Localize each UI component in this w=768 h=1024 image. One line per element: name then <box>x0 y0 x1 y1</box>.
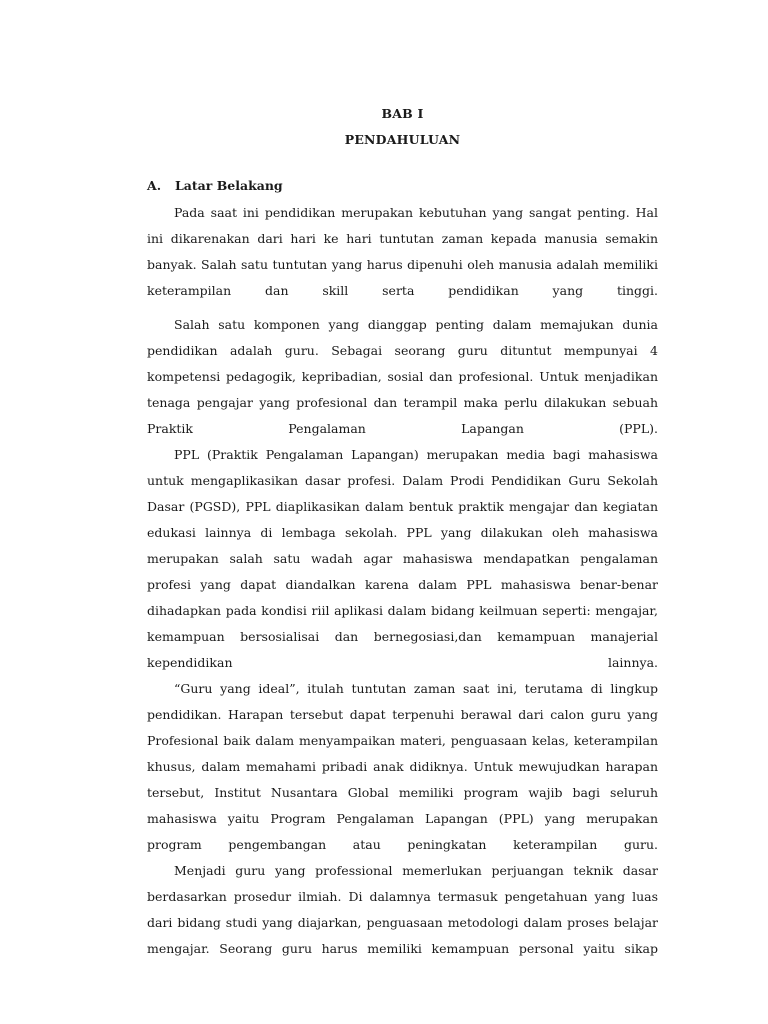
paragraph: Menjadi guru yang professional memerlukan perjuangan teknik dasar berdasarkan prosedur ilmiah. Di dalamnya termasuk pengetahuan yang luas dari bidang studi yang diajarkan, penguasaan metodologi dalam proses belajar mengajar. Seorang guru harus memiliki kemampuan personal yaitu sikap <box>147 863 658 956</box>
chapter-subtitle: PENDAHULUAN <box>344 132 461 147</box>
section-heading <box>147 178 283 193</box>
paragraph: PPL (Praktik Pengalaman Lapangan) merupakan media bagi mahasiswa untuk mengaplikasikan dasar profesi. Dalam Prodi Pendidikan Guru Sekolah Dasar (PGSD), PPL diaplikasikan dalam bentuk praktik mengajar dan kegiatan edukasi lainnya di lembaga sekolah. PPL yang dilakukan oleh mahasiswa merupakan salah satu wadah agar mahasiswa mendapatkan pengalaman profesi yang dapat diandalkan karena dalam PPL mahasiswa benar-benar dihadapkan pada kondisi riil aplikasi dalam bidang keilmuan seperti: mengajar, kemampuan bersosialisai dan bernegosiasi,dan kemampuan manajerial kependidikan lainnya. <box>147 447 658 670</box>
section-title: Latar Belakang <box>175 178 283 193</box>
chapter-title: BAB I <box>381 106 424 121</box>
section-number: A. <box>147 178 162 193</box>
paragraph: Salah satu komponen yang dianggap penting dalam memajukan dunia pendidikan adalah guru. Sebagai seorang guru dituntut mempunyai 4 kompetensi pedagogik, kepribadian, sosial dan profesional. Untuk menjadikan tenaga pengajar yang profesional dan terampil maka perlu dilakukan sebuah Praktik Pengalaman Lapangan (PPL). <box>147 317 658 436</box>
body-text <box>147 200 658 962</box>
paragraph: Pada saat ini pendidikan merupakan kebutuhan yang sangat penting. Hal ini dikarenakan dari hari ke hari tuntutan zaman kepada manusia semakin banyak. Salah satu tuntutan yang harus dipenuhi oleh manusia adalah memiliki keterampilan dan skill serta pendidikan yang tinggi. <box>147 205 658 298</box>
paragraph: “Guru yang ideal”, itulah tuntutan zaman saat ini, terutama di lingkup pendidikan. Harapan tersebut dapat terpenuhi berawal dari calon guru yang Profesional baik dalam menyampaikan materi, penguasaan kelas, keterampilan khusus, dalam memahami pribadi anak didiknya. Untuk mewujudkan harapan tersebut, Institut Nusantara Global memiliki program wajib bagi seluruh mahasiswa yaitu Program Pengalaman Lapangan (PPL) yang merupakan program pengembangan atau peningkatan keterampilan guru. <box>147 681 658 852</box>
